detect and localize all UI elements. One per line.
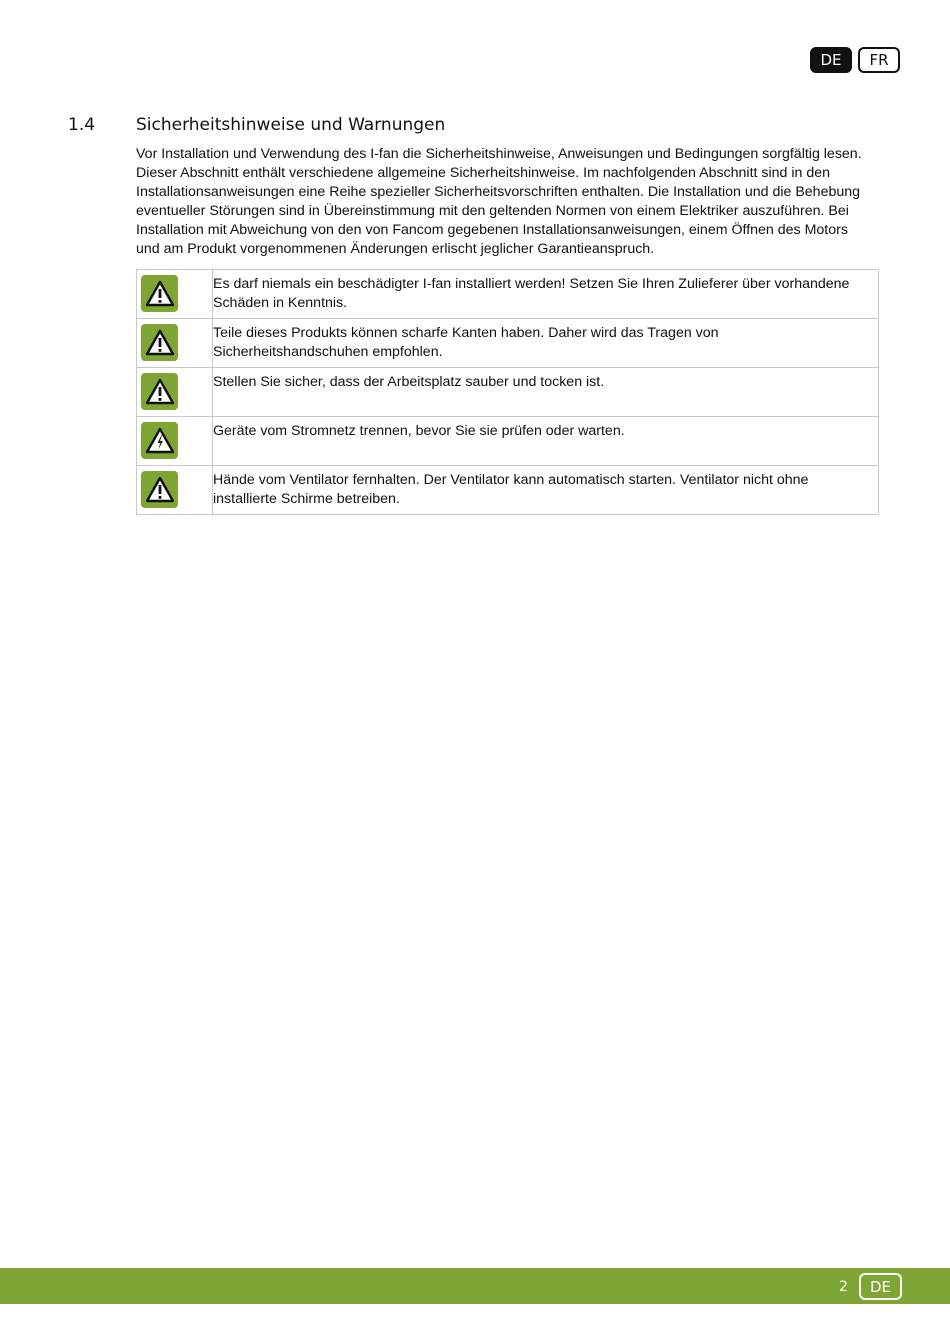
warning-text: Stellen Sie sicher, dass der Arbeitsplatz sauber und tocken ist. [213, 368, 879, 417]
language-tab-de[interactable]: DE [810, 47, 852, 73]
footer-language-badge: DE [859, 1273, 902, 1300]
warning-row [137, 319, 879, 368]
warning-triangle-icon [141, 275, 178, 312]
warnings-table [136, 269, 879, 515]
warning-text: Geräte vom Stromnetz trennen, bevor Sie sie prüfen oder warten. [213, 417, 879, 466]
footer-bar [0, 1268, 950, 1304]
electric-hazard-icon [141, 422, 178, 459]
warning-text: Hände vom Ventilator fernhalten. Der Ventilator kann automatisch starten. Ventilator nicht ohne installierte Schirme betreiben. [213, 466, 879, 515]
warning-text: Es darf niemals ein beschädigter I-fan installiert werden! Setzen Sie Ihren Zulieferer über vorhandene Schäden in Kenntnis. [213, 270, 879, 319]
warning-text: Teile dieses Produkts können scharfe Kanten haben. Daher wird das Tragen von Sicherheitshandschuhen empfohlen. [213, 319, 879, 368]
warning-row [137, 270, 879, 319]
warning-row [137, 417, 879, 466]
warning-row [137, 466, 879, 515]
warning-triangle-icon [141, 324, 178, 361]
language-switcher [810, 47, 900, 73]
warning-row [137, 368, 879, 417]
page-number: 2 [839, 1279, 848, 1295]
section-title: Sicherheitshinweise und Warnungen [136, 115, 446, 135]
section-number: 1.4 [68, 115, 96, 135]
warning-triangle-icon [141, 471, 178, 508]
language-tab-fr[interactable]: FR [858, 47, 900, 73]
warning-triangle-icon [141, 373, 178, 410]
section-intro: Vor Installation und Verwendung des I-fan die Sicherheitshinweise, Anweisungen und Bedingungen sorgfältig lesen. Dieser Abschnitt enthält verschiedene allgemeine Sicherheitshinweise. Im nachfolgenden Abschnitt sind in den Installationsanweisungen eine Reihe spezieller Sicherheitsvorschriften enthalten. Die Installation und die Behebung eventueller Störungen sind in Übereinstimmung mit den geltenden Normen von einem Elektriker auszuführen. Bei Installation mit Abweichung von den von Fancom gegebenen Installationsanweisungen, einem Öffnen des Motors und am Produkt vorgenommenen Änderungen erlischt jeglicher Garantieanspruch. [136, 146, 862, 257]
